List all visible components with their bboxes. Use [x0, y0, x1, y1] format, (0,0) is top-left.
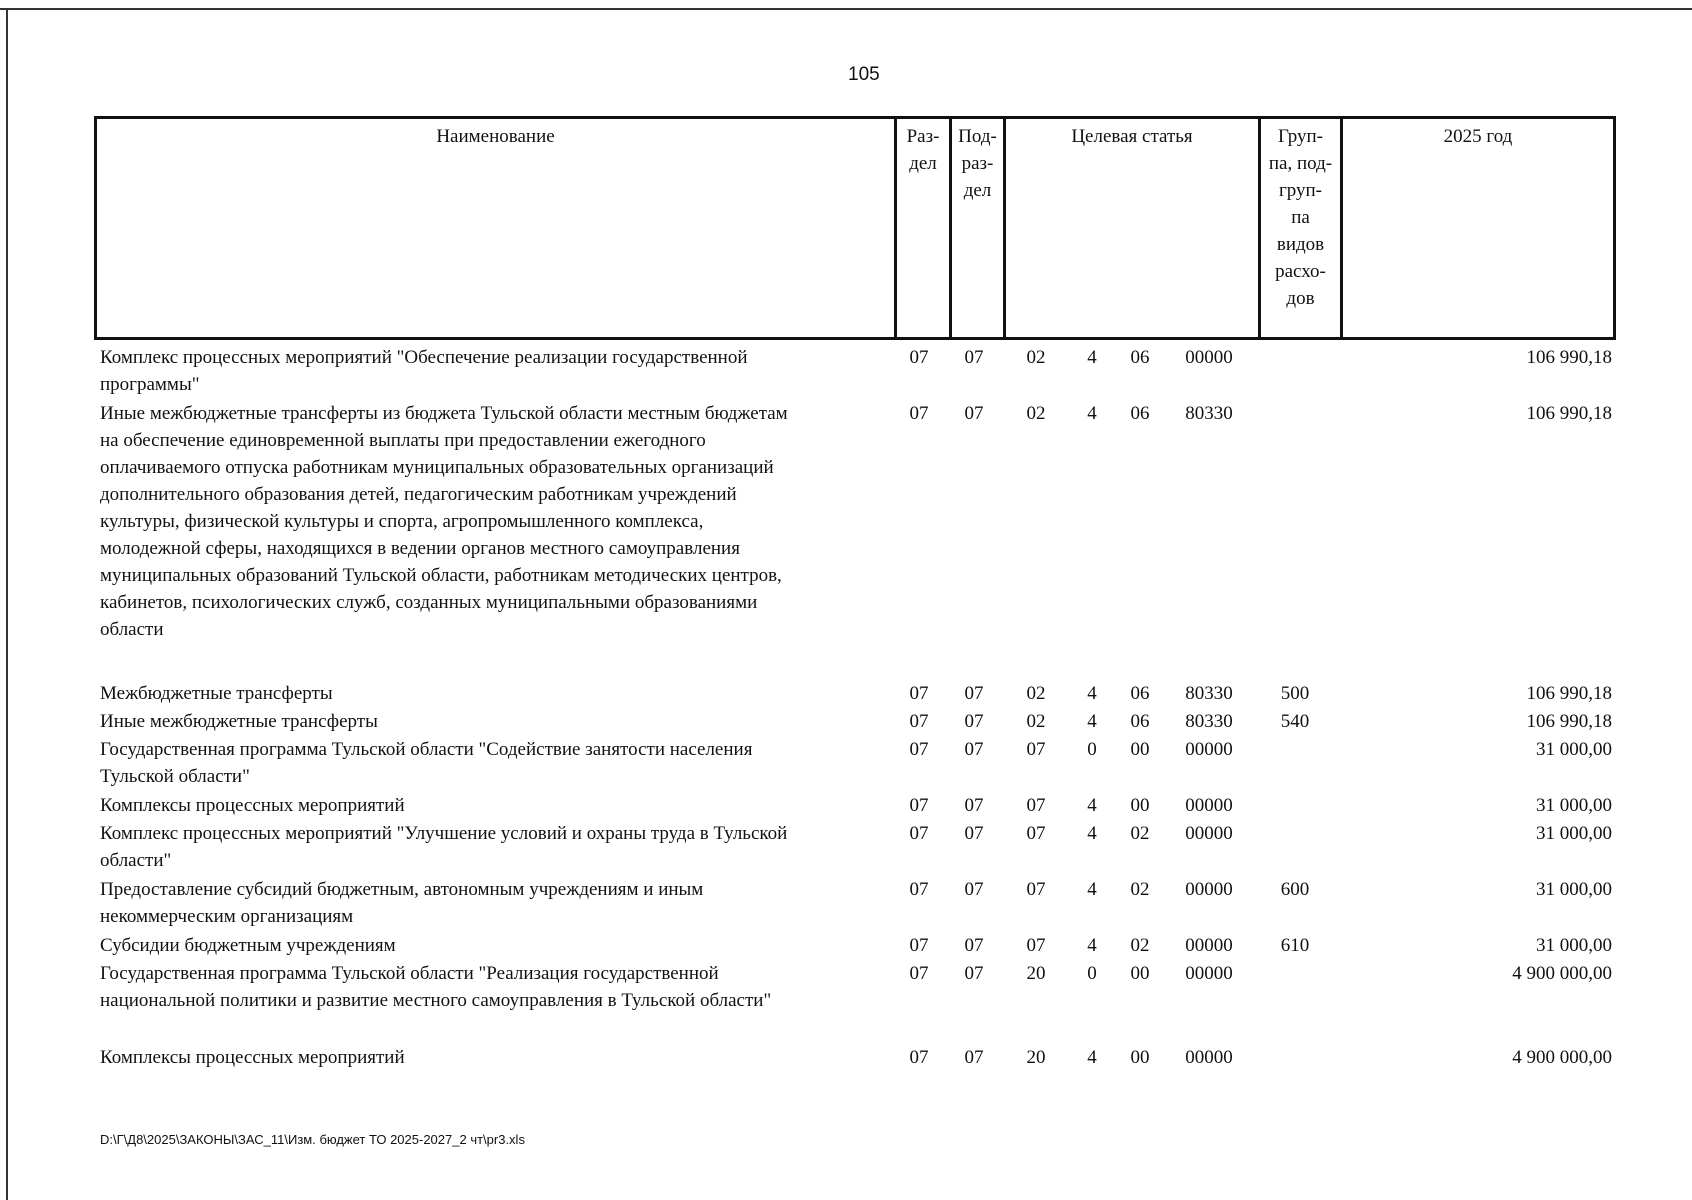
header-celevaya: Целевая статья [1006, 119, 1261, 337]
row-razdel: 07 [909, 935, 929, 956]
row-target-part2: 4 [1087, 823, 1097, 844]
row-target-part4: 00000 [1185, 739, 1233, 760]
row-podrazdel: 07 [964, 935, 984, 956]
row-podrazdel: 07 [964, 683, 984, 704]
row-target-part4: 80330 [1185, 683, 1233, 704]
row-name-line: культуры, физической культуры и спорта, агропромышленного комплекса, [100, 511, 704, 532]
header-gruppa [1261, 119, 1343, 337]
row-target-part3: 00 [1130, 963, 1150, 984]
row-name-line: некоммерческим организациям [100, 906, 354, 927]
row-amount-2025: 4 900 000,00 [1512, 1047, 1612, 1068]
row-amount-2025: 31 000,00 [1536, 823, 1612, 844]
row-name-line: области [100, 619, 164, 640]
row-amount-2025: 106 990,18 [1526, 711, 1612, 732]
row-name [100, 960, 890, 1014]
row-name-line: Иные межбюджетные трансферты [100, 711, 378, 732]
row-target-part4: 00000 [1185, 963, 1233, 984]
header-gruppa-line: па, под- [1268, 153, 1333, 174]
row-name-line: Тульской области" [100, 766, 250, 787]
row-name [100, 736, 890, 790]
row-amount-2025: 4 900 000,00 [1512, 963, 1612, 984]
row-target-part3: 02 [1130, 823, 1150, 844]
row-razdel: 07 [909, 739, 929, 760]
row-name-line: Государственная программа Тульской области "Содействие занятости населения [100, 739, 753, 760]
row-target-part2: 4 [1087, 935, 1097, 956]
header-razdel-line: Раз- [906, 126, 940, 147]
row-name-line: Предоставление субсидий бюджетным, автономным учреждениям и иным [100, 879, 704, 900]
header-gruppa-line: дов [1286, 288, 1315, 309]
row-name-line: Комплексы процессных мероприятий [100, 1047, 405, 1068]
row-target-part4: 00000 [1185, 823, 1233, 844]
row-target-part2: 4 [1087, 1047, 1097, 1068]
row-name-line: дополнительного образования детей, педагогическим работникам учреждений [100, 484, 737, 505]
row-podrazdel: 07 [964, 795, 984, 816]
row-razdel: 07 [909, 403, 929, 424]
row-target-part1: 07 [1026, 823, 1046, 844]
row-razdel: 07 [909, 347, 929, 368]
row-amount-2025: 31 000,00 [1536, 739, 1612, 760]
row-name [100, 344, 890, 398]
row-name-line: оплачиваемого отпуска работникам муниципальных образовательных организаций [100, 457, 774, 478]
row-target-part2: 4 [1087, 403, 1097, 424]
row-name-line: области" [100, 850, 172, 871]
row-name [100, 820, 890, 874]
row-name-line: Иные межбюджетные трансферты из бюджета Тульской области местным бюджетам [100, 403, 788, 424]
row-target-part1: 07 [1026, 879, 1046, 900]
row-name-line: молодежной сферы, находящихся в ведении органов местного самоуправления [100, 538, 740, 559]
row-razdel: 07 [909, 1047, 929, 1068]
row-target-part4: 00000 [1185, 347, 1233, 368]
row-amount-2025: 31 000,00 [1536, 795, 1612, 816]
row-name-line: Комплекс процессных мероприятий "Обеспечение реализации государственной [100, 347, 748, 368]
row-podrazdel: 07 [964, 711, 984, 732]
row-amount-2025: 106 990,18 [1526, 347, 1612, 368]
row-name [100, 932, 890, 959]
row-target-part4: 00000 [1185, 1047, 1233, 1068]
row-target-part3: 00 [1130, 1047, 1150, 1068]
row-target-part4: 80330 [1185, 403, 1233, 424]
row-target-part3: 02 [1130, 935, 1150, 956]
row-target-part1: 20 [1026, 963, 1046, 984]
header-gruppa-line: Груп- [1277, 126, 1324, 147]
row-name-line: Комплексы процессных мероприятий [100, 795, 405, 816]
row-target-part3: 02 [1130, 879, 1150, 900]
row-name-line: муниципальных образований Тульской области, работникам методических центров, [100, 565, 782, 586]
row-amount-2025: 106 990,18 [1526, 683, 1612, 704]
header-podrazdel-line: дел [963, 180, 992, 201]
row-podrazdel: 07 [964, 823, 984, 844]
row-name [100, 876, 890, 930]
row-target-part1: 07 [1026, 935, 1046, 956]
header-year: 2025 год [1443, 126, 1513, 147]
row-target-part1: 02 [1026, 683, 1046, 704]
row-target-part2: 4 [1087, 683, 1097, 704]
row-name [100, 400, 890, 643]
row-name-line: кабинетов, психологических служб, созданных муниципальными образованиями [100, 592, 758, 613]
header-gruppa-line: груп- [1278, 180, 1323, 201]
row-target-part2: 0 [1087, 963, 1097, 984]
row-expense-group: 600 [1280, 879, 1310, 900]
row-target-part4: 00000 [1185, 879, 1233, 900]
row-target-part1: 02 [1026, 403, 1046, 424]
row-podrazdel: 07 [964, 1047, 984, 1068]
row-target-part2: 0 [1087, 739, 1097, 760]
row-target-part2: 4 [1087, 795, 1097, 816]
row-expense-group: 500 [1280, 683, 1310, 704]
row-podrazdel: 07 [964, 879, 984, 900]
row-target-part1: 07 [1026, 795, 1046, 816]
row-target-part3: 06 [1130, 711, 1150, 732]
scan-edge-left [6, 8, 8, 1200]
header-name: Наименование [97, 119, 897, 337]
page-number: 105 [848, 64, 880, 85]
row-name [100, 680, 890, 707]
table-header [94, 116, 1616, 340]
row-podrazdel: 07 [964, 963, 984, 984]
row-target-part4: 00000 [1185, 795, 1233, 816]
header-gruppa-line: па [1291, 207, 1310, 228]
row-target-part3: 06 [1130, 347, 1150, 368]
scan-edge-top [0, 8, 1692, 10]
row-name [100, 792, 890, 819]
row-podrazdel: 07 [964, 739, 984, 760]
row-target-part3: 00 [1130, 739, 1150, 760]
header-podrazdel [952, 119, 1006, 337]
row-target-part1: 07 [1026, 739, 1046, 760]
row-podrazdel: 07 [964, 347, 984, 368]
row-expense-group: 540 [1280, 711, 1310, 732]
header-gruppa-line: расхо- [1275, 261, 1326, 282]
row-target-part2: 4 [1087, 347, 1097, 368]
row-name-line: на обеспечение единовременной выплаты при предоставлении ежегодного [100, 430, 706, 451]
header-podrazdel-line: раз- [961, 153, 994, 174]
row-amount-2025: 31 000,00 [1536, 935, 1612, 956]
row-podrazdel: 07 [964, 403, 984, 424]
row-razdel: 07 [909, 823, 929, 844]
row-razdel: 07 [909, 711, 929, 732]
row-target-part2: 4 [1087, 879, 1097, 900]
row-razdel: 07 [909, 879, 929, 900]
row-amount-2025: 31 000,00 [1536, 879, 1612, 900]
row-target-part4: 00000 [1185, 935, 1233, 956]
row-razdel: 07 [909, 795, 929, 816]
row-expense-group: 610 [1280, 935, 1310, 956]
row-target-part3: 06 [1130, 683, 1150, 704]
row-target-part1: 02 [1026, 347, 1046, 368]
row-name [100, 708, 890, 735]
row-target-part1: 02 [1026, 711, 1046, 732]
row-target-part1: 20 [1026, 1047, 1046, 1068]
row-name-line: Государственная программа Тульской области "Реализация государственной [100, 963, 719, 984]
row-name-line: Комплекс процессных мероприятий "Улучшение условий и охраны труда в Тульской [100, 823, 788, 844]
row-name [100, 1044, 890, 1071]
row-name-line: Межбюджетные трансферты [100, 683, 333, 704]
header-razdel [897, 119, 952, 337]
header-razdel-line: дел [909, 153, 937, 174]
row-target-part3: 00 [1130, 795, 1150, 816]
row-name-line: программы" [100, 374, 200, 395]
row-razdel: 07 [909, 683, 929, 704]
row-amount-2025: 106 990,18 [1526, 403, 1612, 424]
row-target-part3: 06 [1130, 403, 1150, 424]
file-path-footer: D:\Г\Д8\2025\ЗАКОНЫ\ЗАС_11\Изм. бюджет ТО 2025-2027_2 чт\pr3.xls [100, 1132, 525, 1147]
row-name-line: национальной политики и развитие местного самоуправления в Тульской области" [100, 990, 772, 1011]
row-target-part2: 4 [1087, 711, 1097, 732]
header-gruppa-line: видов [1276, 234, 1325, 255]
row-razdel: 07 [909, 963, 929, 984]
header-podrazdel-line: Под- [958, 126, 997, 147]
row-name-line: Субсидии бюджетным учреждениям [100, 935, 396, 956]
row-target-part4: 80330 [1185, 711, 1233, 732]
